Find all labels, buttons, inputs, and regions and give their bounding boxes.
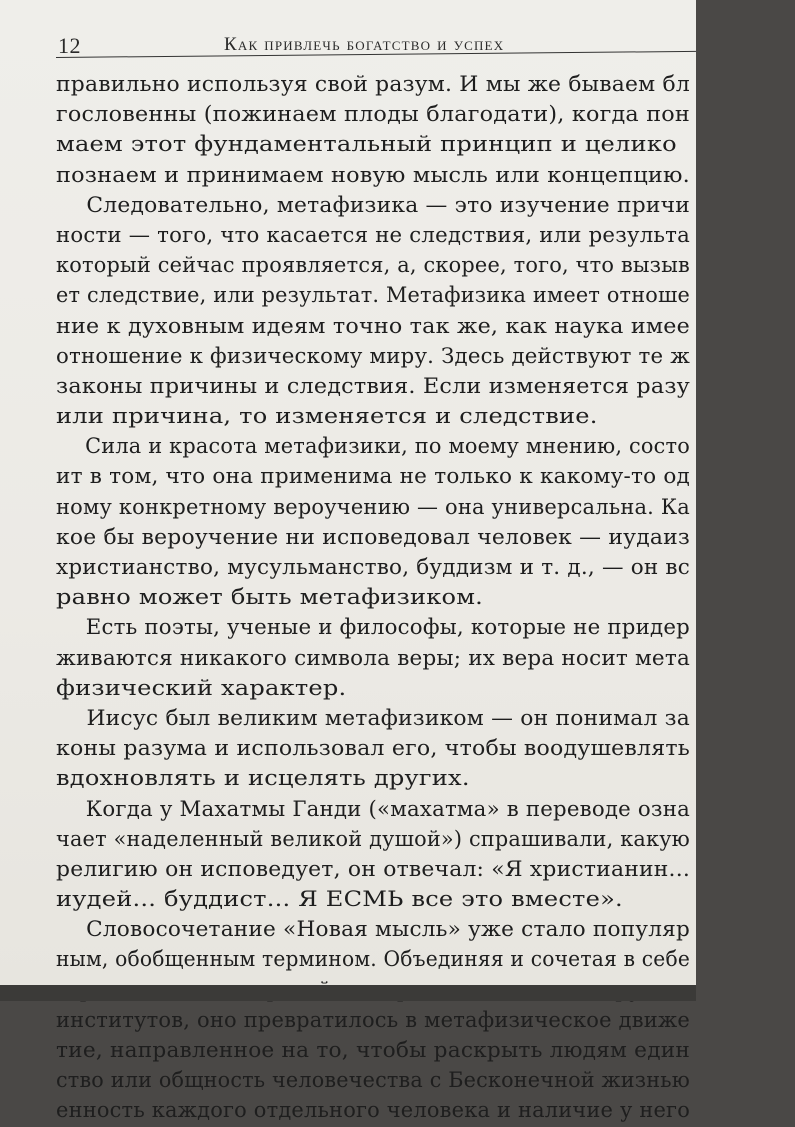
text-line: ным, обобщенным термином. Объединяя и сочетая в себе (56, 947, 690, 973)
body-text (56, 70, 716, 1127)
text-line: познаем и принимаем новую мысль или концепцию. (56, 162, 690, 188)
text-line: чает «наделенный великой душой») спрашивали, какую (56, 826, 690, 852)
text-line: гословенны (пожинаем плоды благодати), когда пон (56, 102, 690, 128)
text-line: маем этот фундаментальный принцип и целико (56, 132, 677, 158)
text-line: христианство, мусульманство, буддизм и т. д., — он вс (56, 555, 690, 580)
text-line: живаются никакого символа веры; их вера носит мета (56, 645, 690, 671)
text-line: законы причины и следствия. Если изменяется разу (56, 373, 690, 399)
text-line: вдохновлять и исцелять других. (56, 766, 470, 792)
text-line: который сейчас проявляется, а, скорее, того, что вызыв (56, 253, 690, 279)
paragraph-first-line: Когда у Махатмы Ганди («махатма» в переводе озна (85, 796, 691, 822)
text-line: институтов, оно превратилось в метафизическое движе (56, 1007, 690, 1033)
page-number: 12 (58, 33, 81, 58)
text-line: ние к духовным идеям точно так же, как наука имее (56, 313, 691, 339)
running-title: Как привлечь богатство и успех (224, 34, 505, 55)
paragraph-first-line: Сила и красота метафизики, по моему мнению, состо (85, 434, 690, 460)
paragraph-first-line: Есть поэты, ученые и философы, которые не придер (85, 615, 691, 641)
paragraph-first-line: Следовательно, метафизика — это изучение причи (86, 192, 690, 218)
paragraph-first-line: Иисус был великим метафизиком — он понимал за (86, 705, 690, 731)
text-line: иудей... буддист... Я ЕСМЬ все это вместе». (56, 887, 623, 913)
text-line: религию он исповедует, он отвечал: «Я христианин... (56, 856, 690, 882)
text-line: ет следствие, или результат. Метафизика имеет отноше (56, 283, 690, 309)
text-line: физический характер. (56, 675, 347, 701)
text-line: правильно используя свой разум. И мы же бываем бл (56, 72, 690, 97)
text-line: равно может быть метафизиком. (56, 585, 484, 611)
paragraph-first-line: Словосочетание «Новая мысль» уже стало популяр (86, 917, 691, 943)
text-line: ному конкретному вероучению — она универсальна. Ка (56, 494, 690, 520)
text-line: енность каждого отдельного человека и наличие у него (56, 1098, 690, 1124)
text-line: или причина, то изменяется и следствие. (56, 404, 598, 430)
text-line: тие, направленное на то, чтобы раскрыть людям един (56, 1038, 690, 1063)
text-line: отношение к физическому миру. Здесь действуют те ж (56, 343, 690, 369)
text-line: коны разума и использовал его, чтобы воодушевлять (56, 736, 690, 762)
text-line: кое бы вероучение ни исповедовал человек — иудаиз (56, 524, 690, 550)
text-line: ит в том, что она применима не только к какому-то од (56, 464, 690, 490)
page-bottom-edge (0, 985, 696, 1001)
text-line: ности — того, что касается не следствия, или результа (56, 222, 690, 248)
text-line: ство или общность человечества с Бесконечной жизнью (56, 1068, 690, 1094)
